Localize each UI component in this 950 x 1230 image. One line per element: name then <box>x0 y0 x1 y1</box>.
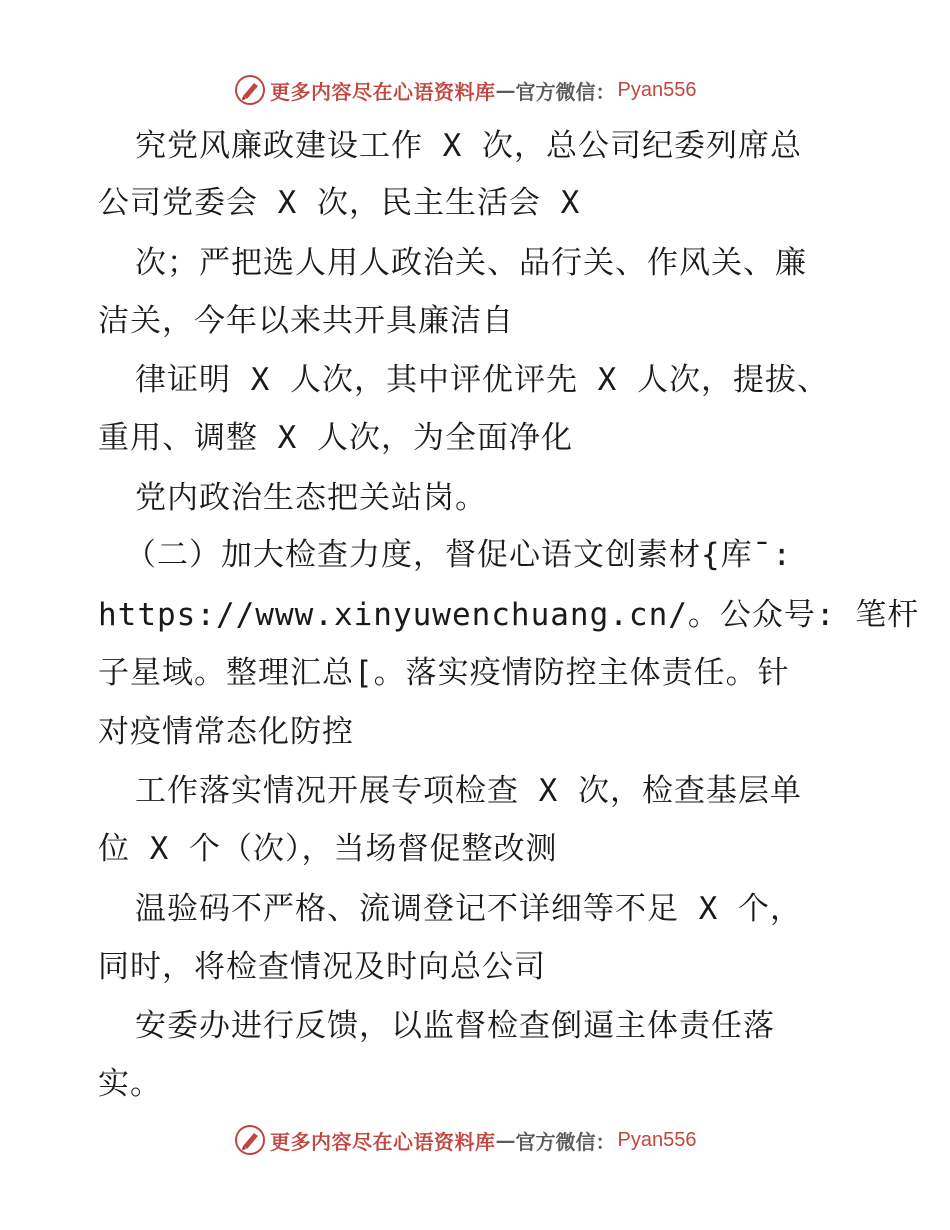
text-line: 党内政治生态把关站岗。 <box>135 480 487 516</box>
text-line: 温验码不严格、流调登记不详细等不足 X 个， <box>135 891 802 927</box>
text-line: 工作落实情况开展专项检查 X 次，检查基层单 <box>135 773 802 809</box>
text-line: 同时，将检查情况及时向总公司 <box>98 949 546 985</box>
text-line: 位 X 个（次），当场督促整改测 <box>98 831 558 867</box>
pen-logo-icon <box>234 74 266 106</box>
text-line: 洁关，今年以来共开具廉洁自 <box>98 303 514 339</box>
footer-site-text: 更多内容尽在心语资料库 <box>270 1129 496 1154</box>
footer-dash: — <box>495 1128 516 1152</box>
header-contact-id: Pyan556 <box>617 78 697 101</box>
text-line: 对疫情常态化防控 <box>98 714 354 750</box>
text-line: 次；严把选人用人政治关、品行关、作风关、廉 <box>135 245 807 281</box>
header-dash: — <box>495 78 516 102</box>
pen-logo-icon <box>234 1124 266 1156</box>
text-line: （二）加大检查力度，督促心语文创素材{库¯: <box>125 537 792 573</box>
text-line: 公司党委会 X 次，民主生活会 X <box>98 185 581 221</box>
header-contact-label: 官方微信： <box>515 79 616 104</box>
text-line: 重用、调整 X 人次，为全面净化 <box>98 420 573 456</box>
text-line: 究党风廉政建设工作 X 次，总公司纪委列席总 <box>135 128 802 164</box>
header-site-text: 更多内容尽在心语资料库 <box>270 79 496 104</box>
text-line: 子星域。整理汇总[。落实疫情防控主体责任。针 <box>98 655 790 691</box>
text-line: 实。 <box>98 1066 162 1102</box>
text-line: https://www.xinyuwenchuang.cn/。公众号: 笔杆 <box>98 597 920 633</box>
footer-contact-label: 官方微信： <box>515 1129 616 1154</box>
text-line: 律证明 X 人次，其中评优评先 X 人次，提拔、 <box>135 362 829 398</box>
footer-watermark-banner <box>234 1122 696 1158</box>
footer-contact-id: Pyan556 <box>617 1128 697 1151</box>
text-line: 安委办进行反馈，以监督检查倒逼主体责任落 <box>135 1008 775 1044</box>
header-watermark-banner <box>234 72 696 108</box>
